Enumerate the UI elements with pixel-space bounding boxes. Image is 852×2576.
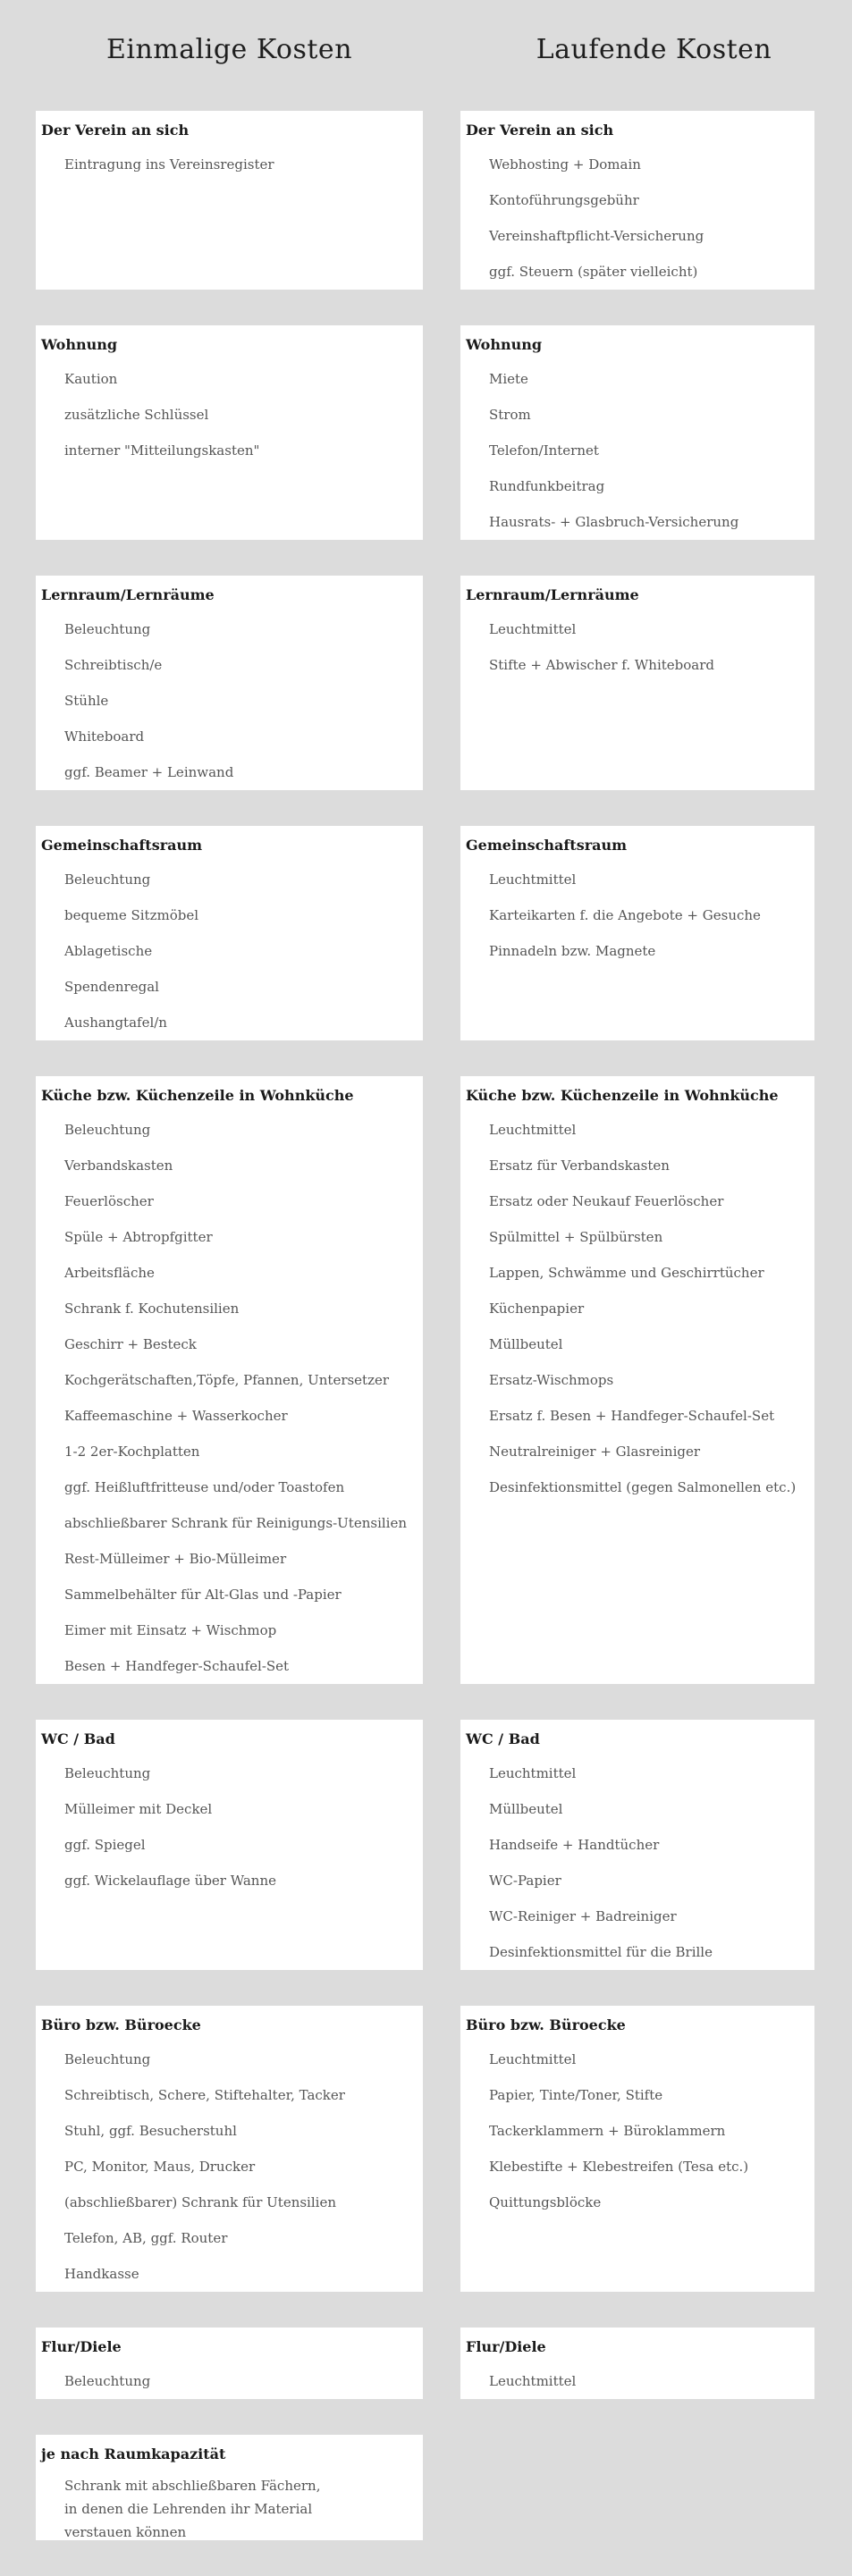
list-item: ggf. Wickelauflage über Wanne [64,1873,277,1889]
card-heading: Büro bzw. Büroecke [41,2016,201,2033]
list-item: Eintragung ins Vereinsregister [64,156,274,173]
card-common-room-one-time [36,826,423,1040]
list-item: Schreibtisch, Schere, Stiftehalter, Tacker [64,2087,345,2103]
list-item: Desinfektionsmittel (gegen Salmonellen etc.) [489,1479,797,1495]
card-heading: Lernraum/Lernräume [41,586,215,603]
list-item: Rest-Mülleimer + Bio-Mülleimer [64,1551,287,1567]
card-hallway-recurring [460,2328,814,2399]
list-item: Stifte + Abwischer f. Whiteboard [489,657,714,673]
card-heading: Wohnung [41,336,118,353]
list-item: Beleuchtung [64,1122,151,1138]
list-item: WC-Papier [489,1873,561,1889]
list-item: Papier, Tinte/Toner, Stifte [489,2087,663,2103]
list-item: Küchenpapier [489,1301,585,1317]
list-item: Strom [489,407,531,423]
list-item: Müllbeutel [489,1801,563,1817]
list-item: Ersatz oder Neukauf Feuerlöscher [489,1193,724,1209]
list-item: Tackerklammern + Büroklammern [489,2123,726,2139]
list-item: Feuerlöscher [64,1193,154,1209]
list-item: Ersatz für Verbandskasten [489,1158,670,1174]
list-item: Leuchtmittel [489,2051,577,2067]
list-item: Leuchtmittel [489,2373,577,2389]
list-item: Geschirr + Besteck [64,1336,197,1352]
card-note [41,2474,418,2544]
list-item: Lappen, Schwämme und Geschirrtücher [489,1265,764,1281]
list-item: ggf. Beamer + Leinwand [64,764,234,780]
list-item: ggf. Spiegel [64,1837,146,1853]
list-item: Miete [489,371,528,387]
card-office-one-time [36,2006,423,2292]
card-heading: Flur/Diele [41,2338,122,2355]
list-item: 1-2 2er-Kochplatten [64,1444,200,1460]
list-item: Spülmittel + Spülbürsten [489,1229,663,1245]
list-item: Stuhl, ggf. Besucherstuhl [64,2123,237,2139]
list-item: Verbandskasten [64,1158,173,1174]
list-item: Karteikarten f. die Angebote + Gesuche [489,907,761,923]
list-item: Kaffeemaschine + Wasserkocher [64,1408,288,1424]
list-item: Stühle [64,693,109,709]
list-item: Beleuchtung [64,2051,151,2067]
list-item: Rundfunkbeitrag [489,478,605,494]
note-line: verstauen können [64,2524,187,2540]
card-kitchen-recurring [460,1076,814,1684]
one-time-costs-header: Einmalige Kosten [105,34,353,65]
list-item: Leuchtmittel [489,621,577,637]
list-item: zusätzliche Schlüssel [64,407,209,423]
list-item: Schreibtisch/e [64,657,163,673]
list-item: Eimer mit Einsatz + Wischmop [64,1622,277,1638]
list-item: Pinnadeln bzw. Magnete [489,943,656,959]
list-item: Hausrats- + Glasbruch-Versicherung [489,514,739,530]
list-item: Ablagetische [64,943,153,959]
card-heading: Gemeinschaftsraum [41,837,203,854]
list-item: Müllbeutel [489,1336,563,1352]
list-item: bequeme Sitzmöbel [64,907,199,923]
card-heading: WC / Bad [466,1730,540,1747]
list-item: Kochgerätschaften,Töpfe, Pfannen, Untersetzer [64,1372,390,1388]
card-heading: Küche bzw. Küchenzeile in Wohnküche [41,1087,354,1104]
list-item: Quittungsblöcke [489,2194,602,2210]
card-heading: Büro bzw. Büroecke [466,2016,626,2033]
card-room-capacity-one-time [36,2435,423,2540]
card-heading: Wohnung [466,336,543,353]
list-item: Leuchtmittel [489,1765,577,1781]
list-item: Arbeitsfläche [64,1265,155,1281]
list-item: interner "Mitteilungskasten" [64,442,260,459]
list-item: ggf. Heißluftfritteuse und/oder Toastofen [64,1479,345,1495]
list-item: Spendenregal [64,979,159,995]
card-heading: je nach Raumkapazität [41,2446,226,2462]
card-heading: Der Verein an sich [41,122,190,139]
list-item: abschließbarer Schrank für Reinigungs-Utensilien [64,1515,407,1531]
list-item: WC-Reiniger + Badreiniger [489,1908,677,1924]
list-item: Whiteboard [64,728,145,745]
list-item: Leuchtmittel [489,871,577,888]
list-item: Neutralreiniger + Glasreiniger [489,1444,701,1460]
list-item: Schrank f. Kochutensilien [64,1301,240,1317]
card-office-recurring [460,2006,814,2292]
list-item: Beleuchtung [64,2373,151,2389]
card-heading: Lernraum/Lernräume [466,586,639,603]
list-item: Desinfektionsmittel für die Brille [489,1944,713,1960]
list-item: Beleuchtung [64,621,151,637]
list-item: Kaution [64,371,118,387]
card-study-room-one-time [36,576,423,790]
list-item: Beleuchtung [64,1765,151,1781]
card-kitchen-one-time [36,1076,423,1684]
list-item: Klebestifte + Klebestreifen (Tesa etc.) [489,2159,749,2175]
card-bathroom-one-time [36,1720,423,1970]
list-item: Besen + Handfeger-Schaufel-Set [64,1658,290,1674]
card-club-one-time [36,111,423,290]
card-heading: Küche bzw. Küchenzeile in Wohnküche [466,1087,779,1104]
card-heading: Flur/Diele [466,2338,546,2355]
list-item: Telefon, AB, ggf. Router [64,2230,228,2246]
card-heading: Gemeinschaftsraum [466,837,628,854]
list-item: Beleuchtung [64,871,151,888]
note-line: in denen die Lehrenden ihr Material [64,2501,313,2517]
list-item: Vereinshaftpflicht-Versicherung [489,228,704,244]
list-item: Telefon/Internet [489,442,599,459]
list-item: Ersatz-Wischmops [489,1372,614,1388]
list-item: Kontoführungsgebühr [489,192,639,208]
list-item: Mülleimer mit Deckel [64,1801,213,1817]
recurring-costs-header: Laufende Kosten [536,34,772,65]
card-hallway-one-time [36,2328,423,2399]
note-line: Schrank mit abschließbaren Fächern, [64,2478,321,2494]
list-item: PC, Monitor, Maus, Drucker [64,2159,256,2175]
list-item: (abschließbarer) Schrank für Utensilien [64,2194,336,2210]
list-item: ggf. Steuern (später vielleicht) [489,264,698,280]
list-item: Handkasse [64,2266,139,2282]
card-common-room-recurring [460,826,814,1040]
card-heading: Der Verein an sich [466,122,614,139]
card-club-recurring [460,111,814,290]
list-item: Spüle + Abtropfgitter [64,1229,213,1245]
card-heading: WC / Bad [41,1730,115,1747]
list-item: Webhosting + Domain [489,156,641,173]
list-item: Leuchtmittel [489,1122,577,1138]
card-apartment-one-time [36,325,423,540]
list-item: Sammelbehälter für Alt-Glas und -Papier [64,1587,342,1603]
list-item: Aushangtafel/n [64,1014,167,1031]
card-bathroom-recurring [460,1720,814,1970]
list-item: Ersatz f. Besen + Handfeger-Schaufel-Set [489,1408,775,1424]
card-apartment-recurring [460,325,814,540]
list-item: Handseife + Handtücher [489,1837,660,1853]
card-study-room-recurring [460,576,814,790]
